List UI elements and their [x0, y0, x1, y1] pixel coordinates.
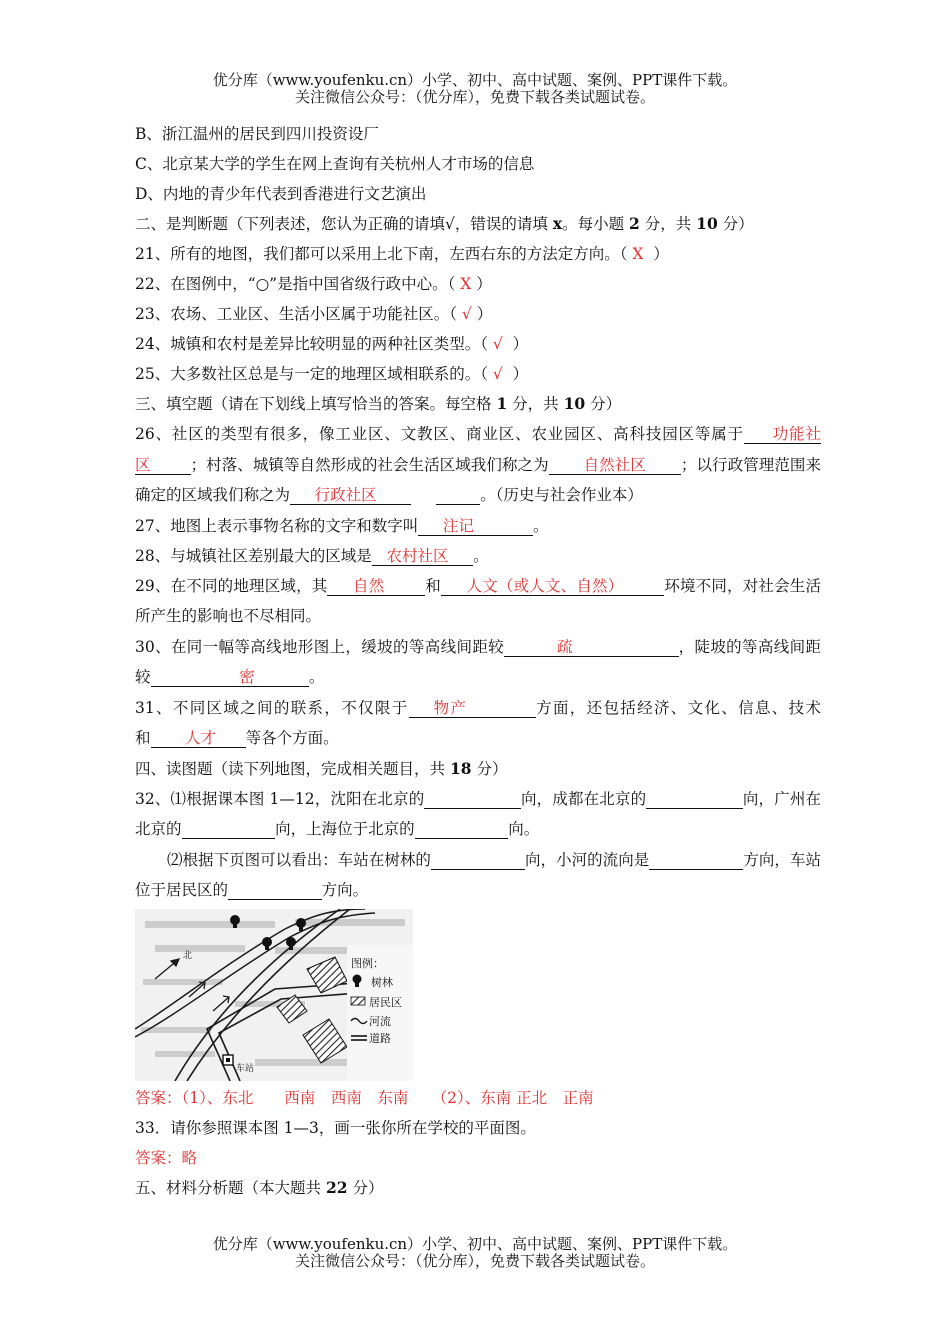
header-line-2: 关注微信公众号：（优分库），免费下载各类试题试卷。	[294, 88, 655, 106]
question-30: 30、在同一幅等高线地形图上，缓坡的等高线间距较 疏 ，陡坡的等高线间距较 密 。	[135, 637, 821, 686]
option-d: D、内地的青少年代表到香港进行文艺演出	[135, 185, 427, 203]
footer-line-1: 优分库（www.youfenku.cn）小学、初中、高中试题、案例、PPT课件下载。	[212, 1235, 738, 1253]
map-figure	[135, 909, 413, 1081]
answer-30-2: 密	[239, 668, 255, 686]
option-c: C、北京某大学的学生在网上查询有关杭州人才市场的信息	[135, 155, 535, 173]
question-22: 22、在图例中，“○”是指中国省级行政中心。（ X ）	[135, 275, 492, 293]
answer-22: X	[460, 275, 472, 293]
question-31: 31、不同区域之间的联系，不仅限于 物产 方面，还包括经济、文化、信息、技术和 人才 等各个方面。	[135, 698, 821, 747]
answer-31-1: 物产	[433, 698, 468, 717]
station-label: 车站	[236, 1063, 255, 1074]
legend-residential-icon	[351, 997, 365, 1005]
page-footer	[0, 1236, 950, 1270]
option-b: B、浙江温州的居民到四川投资设厂	[135, 125, 379, 143]
legend-residential: 居民区	[369, 995, 402, 1009]
answer-26-3: 行政社区	[314, 486, 377, 504]
section-3-heading: 三、填空题（请在下划线上填写恰当的答案。每空格 1 分，共 10 分）	[135, 394, 622, 413]
answer-32: 答案：（1）、东北 西南 西南 东南 （2）、东南 正北 正南	[135, 1088, 594, 1107]
answer-31-2: 人才	[185, 729, 217, 747]
question-28: 28、与城镇社区差别最大的区域是 农村社区 。	[135, 546, 489, 565]
question-26: 26、社区的类型有很多，像工业区、文教区、商业区、农业园区、高科技园区等属于 功能社区 ；村落、城镇等自然形成的社会生活区域我们称之为 自然社区 ；以行政管理范围来确定的区域我们称之为 行政社区 。（历史与社会作业本）	[135, 425, 821, 504]
answer-33: 答案：略	[135, 1148, 198, 1167]
question-23: 23、农场、工业区、生活小区属于功能社区。（ √ ）	[135, 305, 493, 323]
answer-29-1: 自然	[353, 576, 385, 595]
header-line-1: 优分库（www.youfenku.cn）小学、初中、高中试题、案例、PPT课件下载。	[212, 71, 738, 89]
answer-27: 注记	[442, 516, 474, 535]
section-4-heading: 四、读图题（读下列地图，完成相关题目，共 18 分）	[135, 758, 508, 778]
station-marker	[223, 1055, 233, 1065]
answer-26-1b: 社区	[135, 425, 821, 474]
section-5-heading: 五、材料分析题（本大题共 22 分）	[135, 1177, 384, 1197]
footer-line-2: 关注微信公众号：（优分库），免费下载各类试题试卷。	[294, 1252, 655, 1270]
question-24: 24、城镇和农村是差异比较明显的两种社区类型。（ √ ）	[135, 335, 529, 353]
legend-road: 道路	[369, 1031, 391, 1045]
answer-26-2: 自然社区	[583, 455, 646, 474]
question-33: 33．请你参照课本图 1—3，画一张你所在学校的平面图。	[135, 1118, 536, 1137]
legend-river: 河流	[369, 1014, 391, 1028]
answer-26-1a: 功能	[772, 425, 806, 443]
legend-title: 图例：	[351, 956, 384, 970]
answer-29-2: 人文（或人文、自然）	[466, 576, 624, 595]
answer-30-1: 疏	[556, 637, 573, 656]
question-27: 27、地图上表示事物名称的文字和数字叫 注记 。	[135, 516, 549, 535]
question-25: 25、大多数社区总是与一定的地理区域相联系的。（ √ ）	[135, 365, 529, 383]
north-label: 北	[183, 950, 193, 961]
map-legend	[347, 945, 413, 1081]
answer-25: √	[492, 365, 503, 383]
page-header	[0, 72, 950, 106]
answer-23: √	[461, 305, 472, 323]
question-32-part-2: ⑵根据下页图可以看出：车站在树林的 向，小河的流向是 方向，车站位于居民区的 方向。	[135, 850, 821, 899]
answer-21: X	[632, 245, 644, 263]
answer-28: 农村社区	[386, 546, 449, 565]
question-21: 21、所有的地图，我们都可以采用上北下南，左西右东的方法定方向。（ X ）	[135, 245, 669, 263]
answer-24: √	[492, 335, 503, 353]
question-32-part-1: 32、⑴根据课本图 1—12，沈阳在北京的 向，成都在北京的 向，广州在北京的 向，上海位于北京的 向。	[135, 789, 821, 838]
section-2-heading: 二、是判断题（下列表述，您认为正确的请填√，错误的请填 x。每小题 2 分，共 10 分）	[135, 214, 754, 233]
legend-forest: 树林	[371, 975, 393, 989]
document-body	[135, 119, 821, 1203]
question-29: 29、在不同的地理区域，其 自然 和 人文（或人文、自然） 环境不同，对社会生活所产生的影响也不尽相同。	[135, 576, 821, 625]
